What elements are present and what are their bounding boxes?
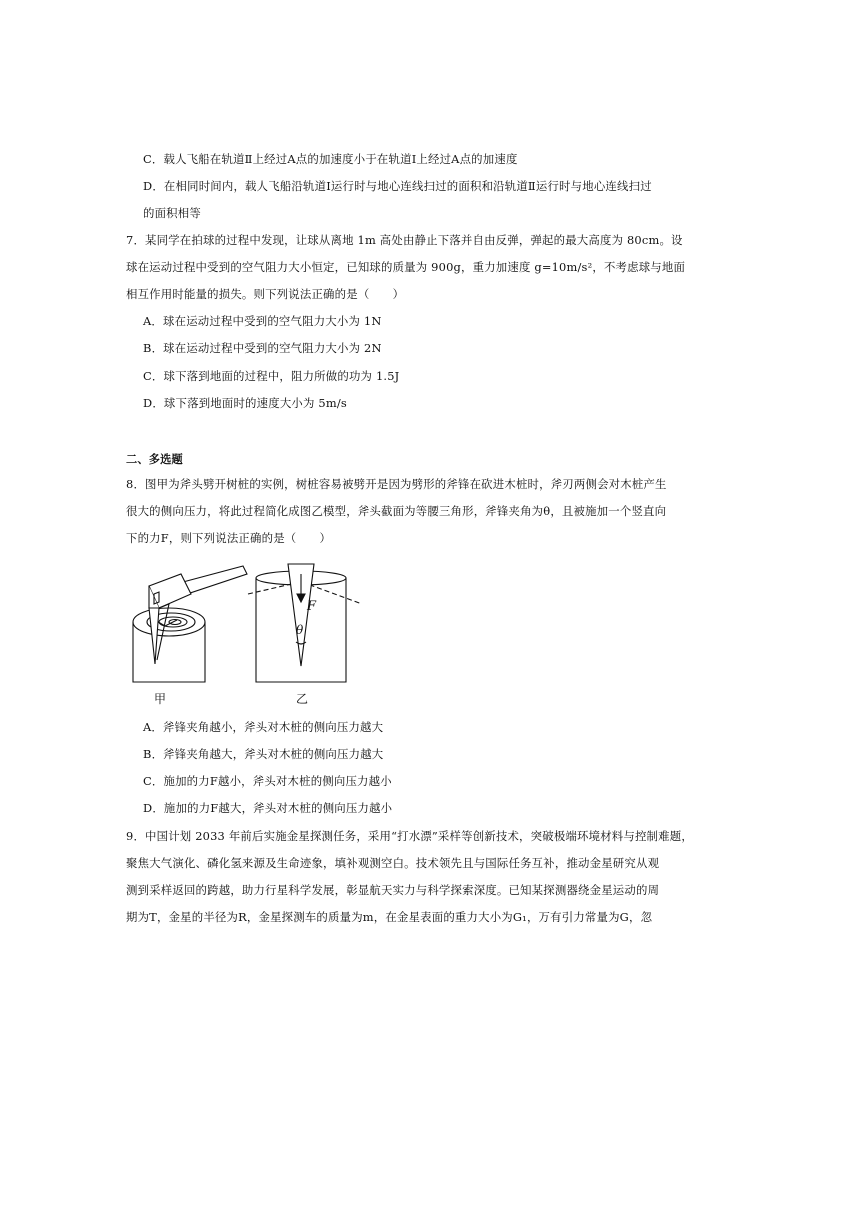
- q8-option-c: C．施加的力F越小，斧头对木桩的侧向压力越小: [143, 774, 392, 788]
- q7-option-b: B．球在运动过程中受到的空气阻力大小为 2N: [143, 341, 382, 355]
- figure-yi-label: 乙: [296, 692, 309, 706]
- figure-jia-axe-stump: [125, 560, 255, 690]
- q7-stem-line-2: 球在运动过程中受到的空气阻力大小恒定，已知球的质量为 900g，重力加速度 g=10m/s²，不考虑球与地面: [126, 260, 686, 274]
- q8-stem-line-2: 很大的侧向压力，将此过程简化成图乙模型，斧头截面为等腰三角形，斧锋夹角为θ，且被施加一个竖直向: [126, 504, 667, 518]
- figure-force-label: F: [307, 599, 317, 614]
- q9-stem-line-2: 聚焦大气演化、磷化氢来源及生命迹象，填补观测空白。技术领先且与国际任务互补，推动金星研究从观: [126, 856, 660, 870]
- q9-stem-line-1: 9．中国计划 2033 年前后实施金星探测任务，采用“打水漂”采样等创新技术，突破极端环境材料与控制难题，: [126, 829, 693, 843]
- q7-stem-line-1: 7．某同学在拍球的过程中发现，让球从离地 1m 高处由静止下落并自由反弹，弹起的最大高度为 80cm。设: [126, 233, 683, 247]
- figure-angle-label: θ: [296, 623, 304, 637]
- q6-option-d: D．在相同时间内，载人飞船沿轨道Ⅰ运行时与地心连线扫过的面积和沿轨道Ⅱ运行时与地心连线扫过: [143, 179, 652, 193]
- figure-yi-wedge-model: [244, 560, 374, 690]
- figure-jia-label: 甲: [154, 692, 167, 706]
- q8-stem-line-3: 下的力F，则下列说法正确的是（ ）: [126, 531, 332, 545]
- q7-option-a: A．球在运动过程中受到的空气阻力大小为 1N: [143, 314, 382, 328]
- section-title-multiple-choice: 二、多选题: [126, 453, 183, 466]
- q8-option-d: D．施加的力F越大，斧头对木桩的侧向压力越小: [143, 801, 393, 815]
- q8-stem-line-1: 8．图甲为斧头劈开树桩的实例，树桩容易被劈开是因为劈形的斧锋在砍进木桩时，斧刃两侧会对木桩产生: [126, 477, 667, 491]
- q7-stem-line-3: 相互作用时能量的损失。则下列说法正确的是（ ）: [126, 287, 405, 301]
- q7-option-d: D．球下落到地面时的速度大小为 5m/s: [143, 396, 347, 410]
- q6-option-c: C．载人飞船在轨道Ⅱ上经过A点的加速度小于在轨道Ⅰ上经过A点的加速度: [143, 152, 518, 166]
- q8-option-a: A．斧锋夹角越小，斧头对木桩的侧向压力越大: [143, 720, 384, 734]
- q9-stem-line-3: 测到采样返回的跨越，助力行星科学发展，彰显航天实力与科学探索深度。已知某探测器绕金星运动的周: [126, 883, 660, 897]
- q9-stem-line-4: 期为T，金星的半径为R，金星探测车的质量为m，在金星表面的重力大小为G₁，万有引力常量为G，忽: [126, 910, 653, 924]
- q7-option-c: C．球下落到地面的过程中，阻力所做的功为 1.5J: [143, 369, 400, 383]
- q6-option-d-continued: 的面积相等: [143, 206, 201, 220]
- q8-option-b: B．斧锋夹角越大，斧头对木桩的侧向压力越大: [143, 747, 384, 761]
